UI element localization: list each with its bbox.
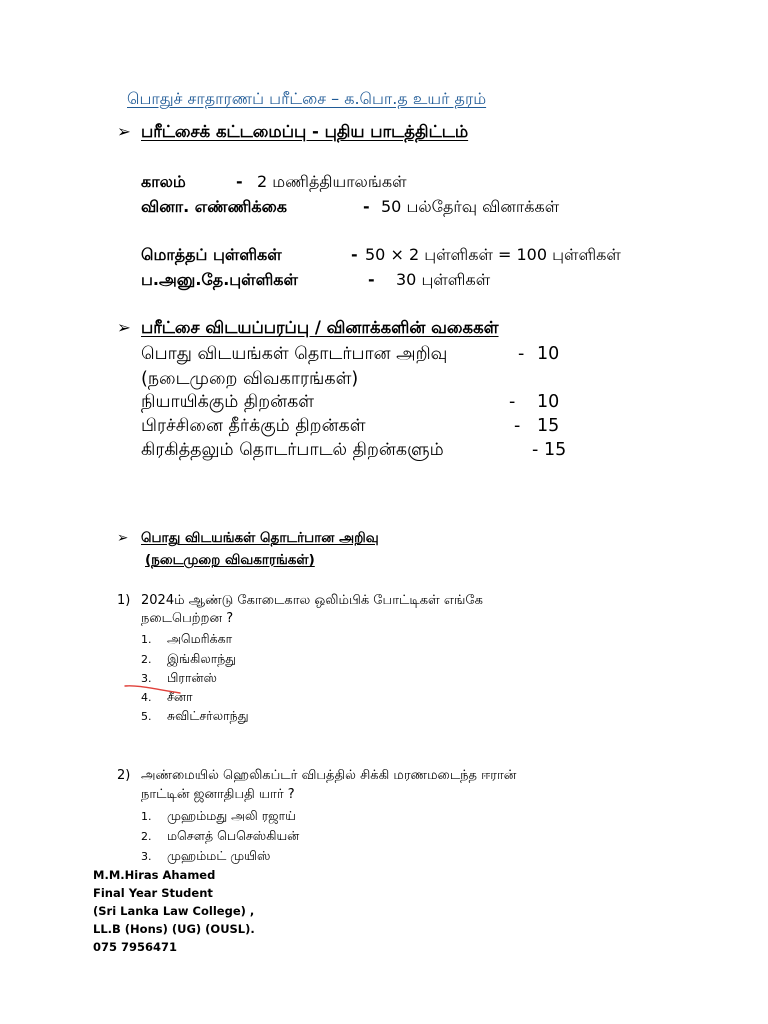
option-item bbox=[141, 808, 296, 825]
author-college: (Sri Lanka Law College) , bbox=[93, 904, 255, 918]
author-block bbox=[93, 866, 255, 956]
question-text-continued: நாட்டின் ஜனாதிபதி யார் ? bbox=[141, 787, 295, 802]
scope-label: பொது விடயங்கள் தொடர்பான அறிவு bbox=[141, 344, 448, 364]
author-status: Final Year Student bbox=[93, 886, 213, 900]
scope-separator: - bbox=[532, 440, 539, 460]
option-text: அமெரிக்கா bbox=[167, 631, 233, 646]
structure-separator: - bbox=[351, 245, 358, 264]
option-number: 2. bbox=[141, 653, 152, 666]
arrow-bullet-icon: ➢ bbox=[117, 122, 131, 141]
author-phone: 075 7956471 bbox=[93, 940, 178, 954]
question-text: அண்மையில் ஹெலிகப்டர் விபத்தில் சிக்கி மரணமடைந்த ஈரான் bbox=[141, 768, 517, 783]
scope-row bbox=[141, 440, 444, 462]
scope-row bbox=[141, 369, 358, 391]
section-scope-title: பரீட்சை விடயப்பரப்பு / வினாக்களின் வகைகள் bbox=[141, 318, 499, 337]
section-general-knowledge-heading bbox=[117, 530, 379, 548]
option-text: முஹம்மது அலி ரஜாய் bbox=[167, 808, 296, 823]
scope-row bbox=[141, 416, 366, 438]
scope-row bbox=[141, 344, 447, 366]
pen-answer-mark bbox=[124, 684, 182, 696]
option-item bbox=[141, 631, 232, 648]
structure-separator: - bbox=[363, 197, 370, 216]
scope-value: 15 bbox=[544, 440, 567, 460]
structure-value: 50 × 2 புள்ளிகள் = 100 புள்ளிகள் bbox=[365, 245, 621, 264]
question-text-continued: நடைபெற்றன ? bbox=[141, 611, 234, 626]
question-text: 2024ம் ஆண்டு கோடைகால ஒலிம்பிக் போட்டிகள் எங்கே bbox=[141, 593, 483, 608]
option-item bbox=[141, 651, 236, 668]
scope-value: 15 bbox=[537, 416, 560, 436]
option-number: 3. bbox=[141, 672, 152, 685]
section-general-knowledge-subtitle: (நடைமுறை விவகாரங்கள்) bbox=[145, 552, 315, 568]
scope-separator: - bbox=[509, 392, 516, 412]
section-scope-heading bbox=[117, 318, 499, 340]
question-number: 1) bbox=[117, 593, 131, 608]
option-text: மசௌத் பெசெஸ்கியன் bbox=[167, 828, 300, 843]
scope-separator: - bbox=[518, 344, 525, 364]
option-text: முஹம்மட் முயிஸ் bbox=[167, 848, 271, 863]
option-text: பிரான்ஸ் bbox=[167, 670, 217, 685]
structure-label: காலம் bbox=[141, 172, 186, 191]
section-structure-heading bbox=[117, 122, 468, 144]
option-number: 4. bbox=[141, 691, 152, 704]
scope-label: நியாயிக்கும் திறன்கள் bbox=[141, 392, 315, 412]
structure-separator: - bbox=[236, 172, 243, 191]
option-item bbox=[141, 828, 299, 845]
structure-label: மொத்தப் புள்ளிகள் bbox=[141, 245, 282, 264]
option-text: சீனா bbox=[167, 689, 193, 704]
option-number: 1. bbox=[141, 633, 152, 646]
arrow-bullet-icon: ➢ bbox=[117, 530, 129, 546]
option-item bbox=[141, 848, 270, 865]
scope-value: 10 bbox=[537, 344, 560, 364]
option-item bbox=[141, 708, 249, 725]
page-title: பொதுச் சாதாரணப் பரீட்சை – க.பொ.த உயர் தரம் bbox=[127, 89, 487, 108]
section-structure-title: பரீட்சைக் கட்டமைப்பு - புதிய பாடத்திட்டம் bbox=[141, 122, 469, 141]
structure-value: 50 பல்தேர்வு வினாக்கள் bbox=[381, 197, 560, 216]
option-number: 2. bbox=[141, 830, 152, 843]
structure-label: ப.அனு.தே.புள்ளிகள் bbox=[141, 270, 298, 289]
option-number: 1. bbox=[141, 810, 152, 823]
option-text: இங்கிலாந்து bbox=[167, 651, 237, 666]
structure-label: வினா. எண்ணிக்கை bbox=[141, 197, 287, 216]
scope-value: 10 bbox=[537, 392, 560, 412]
arrow-bullet-icon: ➢ bbox=[117, 318, 131, 337]
scope-separator: - bbox=[514, 416, 521, 436]
author-degree: LL.B (Hons) (UG) (OUSL). bbox=[93, 922, 255, 936]
scope-label: (நடைமுறை விவகாரங்கள்) bbox=[141, 369, 359, 389]
question-number: 2) bbox=[117, 768, 131, 783]
section-general-knowledge-title: பொது விடயங்கள் தொடர்பான அறிவு bbox=[141, 530, 379, 546]
scope-row bbox=[141, 392, 314, 414]
author-name: M.M.Hiras Ahamed bbox=[93, 868, 216, 882]
option-number: 3. bbox=[141, 850, 152, 863]
scope-label: கிரகித்தலும் தொடர்பாடல் திறன்களும் bbox=[141, 440, 444, 460]
structure-value: 2 மணித்தியாலங்கள் bbox=[257, 172, 407, 191]
option-number: 5. bbox=[141, 710, 152, 723]
structure-separator: - bbox=[368, 270, 375, 289]
structure-value: 30 புள்ளிகள் bbox=[396, 270, 491, 289]
option-text: சுவிட்சர்லாந்து bbox=[167, 708, 249, 723]
scope-label: பிரச்சினை தீர்க்கும் திறன்கள் bbox=[141, 416, 366, 436]
